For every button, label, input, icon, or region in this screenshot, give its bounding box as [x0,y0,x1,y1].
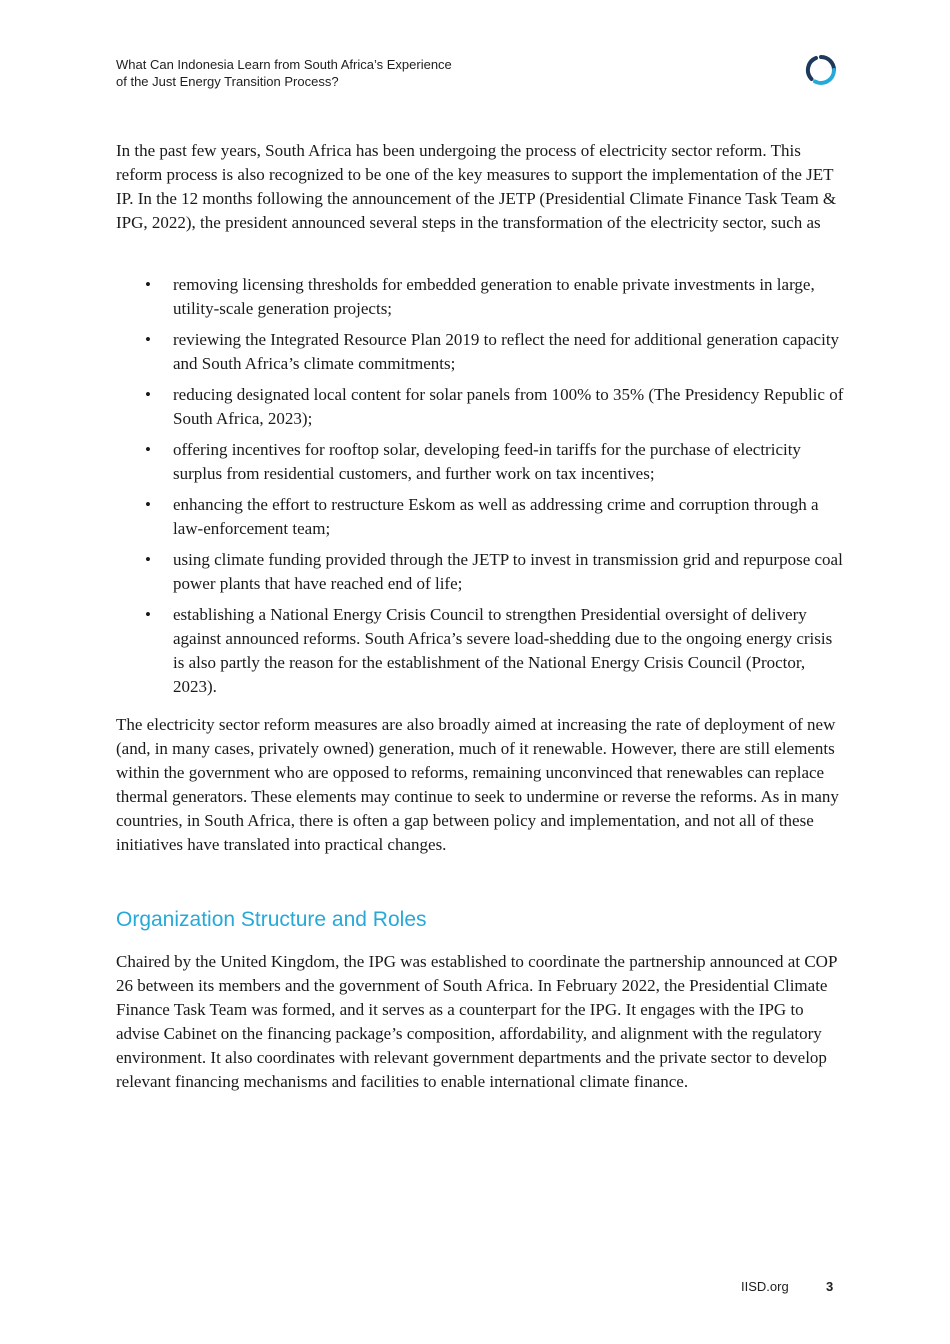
list-item-text: removing licensing thresholds for embedded generation to enable private investments in large, utility-scale generation projects; [173,275,815,318]
bullet-icon: • [145,495,151,514]
page-number: 3 [826,1279,834,1294]
running-header-line-1: What Can Indonesia Learn from South Africa’s Experience [116,57,452,72]
bullet-icon: • [145,275,151,294]
bullet-icon: • [145,550,151,569]
list-item-text: enhancing the effort to restructure Eskom as well as addressing crime and corruption through a law-enforcement team; [173,495,819,538]
list-item-text: reviewing the Integrated Resource Plan 2019 to reflect the need for additional generation capacity and South Africa’s climate commitments; [173,330,840,373]
list-item-text: reducing designated local content for solar panels from 100% to 35% (The Presidency Republic of South Africa, 2023); [173,385,844,428]
bullet-icon: • [145,440,151,459]
list-item-text: offering incentives for rooftop solar, developing feed-in tariffs for the purchase of electricity surplus from residential customers, and further work on tax incentives; [173,440,801,483]
intro-paragraph [116,139,846,235]
list-item-text: using climate funding provided through the JETP to invest in transmission grid and repurpose coal power plants that have reached end of life; [173,550,843,593]
list-item [116,548,846,596]
running-header-title [116,56,636,90]
reform-paragraph [116,713,846,857]
organization-paragraph [116,950,846,1094]
bullet-icon: • [145,330,151,349]
list-item [116,438,846,486]
running-header-line-2: of the Just Energy Transition Process? [116,74,339,89]
list-item [116,603,846,699]
bullet-icon: • [145,385,151,404]
list-item-text: establishing a National Energy Crisis Council to strengthen Presidential oversight of delivery against announced reforms. South Africa’s severe load-shedding due to the ongoing energy crisis is also partly the reason for the establishment of the National Energy Crisis Council (Proctor, 2023). [173,605,833,696]
list-item [116,273,846,321]
list-item [116,493,846,541]
reform-steps-list [116,273,846,706]
iisd-ring-logo-icon [805,54,837,86]
organization-paragraph-text: Chaired by the United Kingdom, the IPG was established to coordinate the partnership announced at COP 26 between its members and the government of South Africa. In February 2022, the Presidential Climate Finance Task Team was formed, and it serves as a counterpart for the IPG. It engages with the IPG to advise Cabinet on the financing package’s composition, affordability, and alignment with the regulatory environment. It also coordinates with relevant government departments and the private sector to develop relevant financing mechanisms and facilities to enable international climate finance. [116,952,837,1091]
section-heading: Organization Structure and Roles [116,908,427,931]
intro-paragraph-text: In the past few years, South Africa has been undergoing the process of electricity sector reform. This reform process is also recognized to be one of the key measures to support the implementation of the JET IP. In the 12 months following the announcement of the JETP (Presidential Climate Finance Task Team & IPG, 2022), the president announced several steps in the transformation of the electricity sector, such as [116,141,837,232]
footer-site-link[interactable]: IISD.org [741,1279,789,1294]
list-item [116,328,846,376]
reform-paragraph-text: The electricity sector reform measures are also broadly aimed at increasing the rate of deployment of new (and, in many cases, privately owned) generation, much of it renewable. However, there are still elements within the government who are opposed to reforms, remaining unconvinced that renewables can replace thermal generators. These elements may continue to seek to undermine or reverse the reforms. As in many countries, in South Africa, there is often a gap between policy and implementation, and not all of these initiatives have translated into practical changes. [116,715,839,854]
list-item [116,383,846,431]
bullet-icon: • [145,605,151,624]
